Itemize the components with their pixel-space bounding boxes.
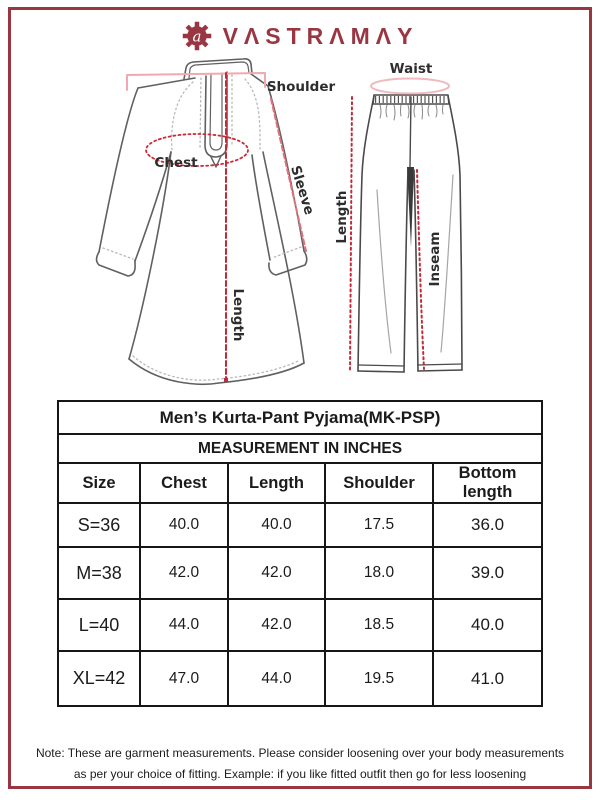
- size-cell: L=40: [58, 599, 140, 651]
- size-cell: S=36: [58, 503, 140, 547]
- table-subtitle-row: [58, 434, 542, 463]
- measurement-note: [0, 743, 600, 785]
- chest-cell: 44.0: [140, 599, 228, 651]
- bottom-length-cell: 41.0: [433, 651, 542, 706]
- pant-inseam-label: Inseam: [427, 231, 443, 287]
- pant-waist-label: Waist: [389, 61, 433, 77]
- chest-cell: 40.0: [140, 503, 228, 547]
- table-row-l: [58, 599, 542, 651]
- bottom-length-cell: 40.0: [433, 599, 542, 651]
- length-cell: 42.0: [228, 599, 325, 651]
- vastramay-emblem-icon: [182, 21, 212, 51]
- table-title: Men’s Kurta-Pant Pyjama(MK-PSP): [58, 401, 542, 434]
- kurta-diagram: [97, 59, 336, 384]
- table-row-xl: [58, 651, 542, 706]
- pant-diagram: [334, 61, 462, 372]
- bottom-length-cell: 36.0: [433, 503, 542, 547]
- table-row-m: [58, 547, 542, 599]
- note-line-1: Note: These are garment measurements. Please consider loosening over your body measurements: [35, 746, 565, 760]
- pant-length-measure-line: [350, 97, 352, 372]
- waist-measure-ellipse: [371, 79, 449, 94]
- size-cell: XL=42: [58, 651, 140, 706]
- table-header-row: [58, 463, 542, 503]
- size-cell: M=38: [58, 547, 140, 599]
- chest-cell: 47.0: [140, 651, 228, 706]
- shoulder-cell: 18.0: [325, 547, 433, 599]
- kurta-sleeve-label: Sleeve: [286, 163, 318, 217]
- column-header-shoulder: Shoulder: [325, 463, 433, 503]
- column-header-length: Length: [228, 463, 325, 503]
- brand-header: [0, 18, 600, 54]
- column-header-chest: Chest: [140, 463, 228, 503]
- length-cell: 44.0: [228, 651, 325, 706]
- kurta-length-label: Length: [230, 288, 246, 342]
- table-row-s: [58, 503, 542, 547]
- chest-cell: 42.0: [140, 547, 228, 599]
- shoulder-cell: 17.5: [325, 503, 433, 547]
- shoulder-measure-line: [127, 73, 265, 90]
- bottom-length-cell: 39.0: [433, 547, 542, 599]
- column-header-bottom-length: Bottom length: [433, 463, 542, 503]
- shoulder-cell: 18.5: [325, 599, 433, 651]
- note-line-2: as per your choice of fitting. Example: if you like fitted outfit then go for less loosening: [73, 767, 527, 781]
- table-title-row: [58, 401, 542, 434]
- size-table: [57, 400, 543, 707]
- length-cell: 40.0: [228, 503, 325, 547]
- length-cell: 42.0: [228, 547, 325, 599]
- kurta-shoulder-label: Shoulder: [266, 79, 336, 95]
- shoulder-cell: 19.5: [325, 651, 433, 706]
- garment-diagrams: [0, 55, 600, 400]
- kurta-chest-label: Chest: [154, 155, 198, 171]
- brand-name: VΛSTRΛMΛY: [222, 22, 419, 49]
- pant-length-label: Length: [334, 190, 350, 244]
- emblem-letter-a: a: [192, 27, 202, 46]
- table-subtitle: MEASUREMENT IN INCHES: [58, 434, 542, 463]
- column-header-size: Size: [58, 463, 140, 503]
